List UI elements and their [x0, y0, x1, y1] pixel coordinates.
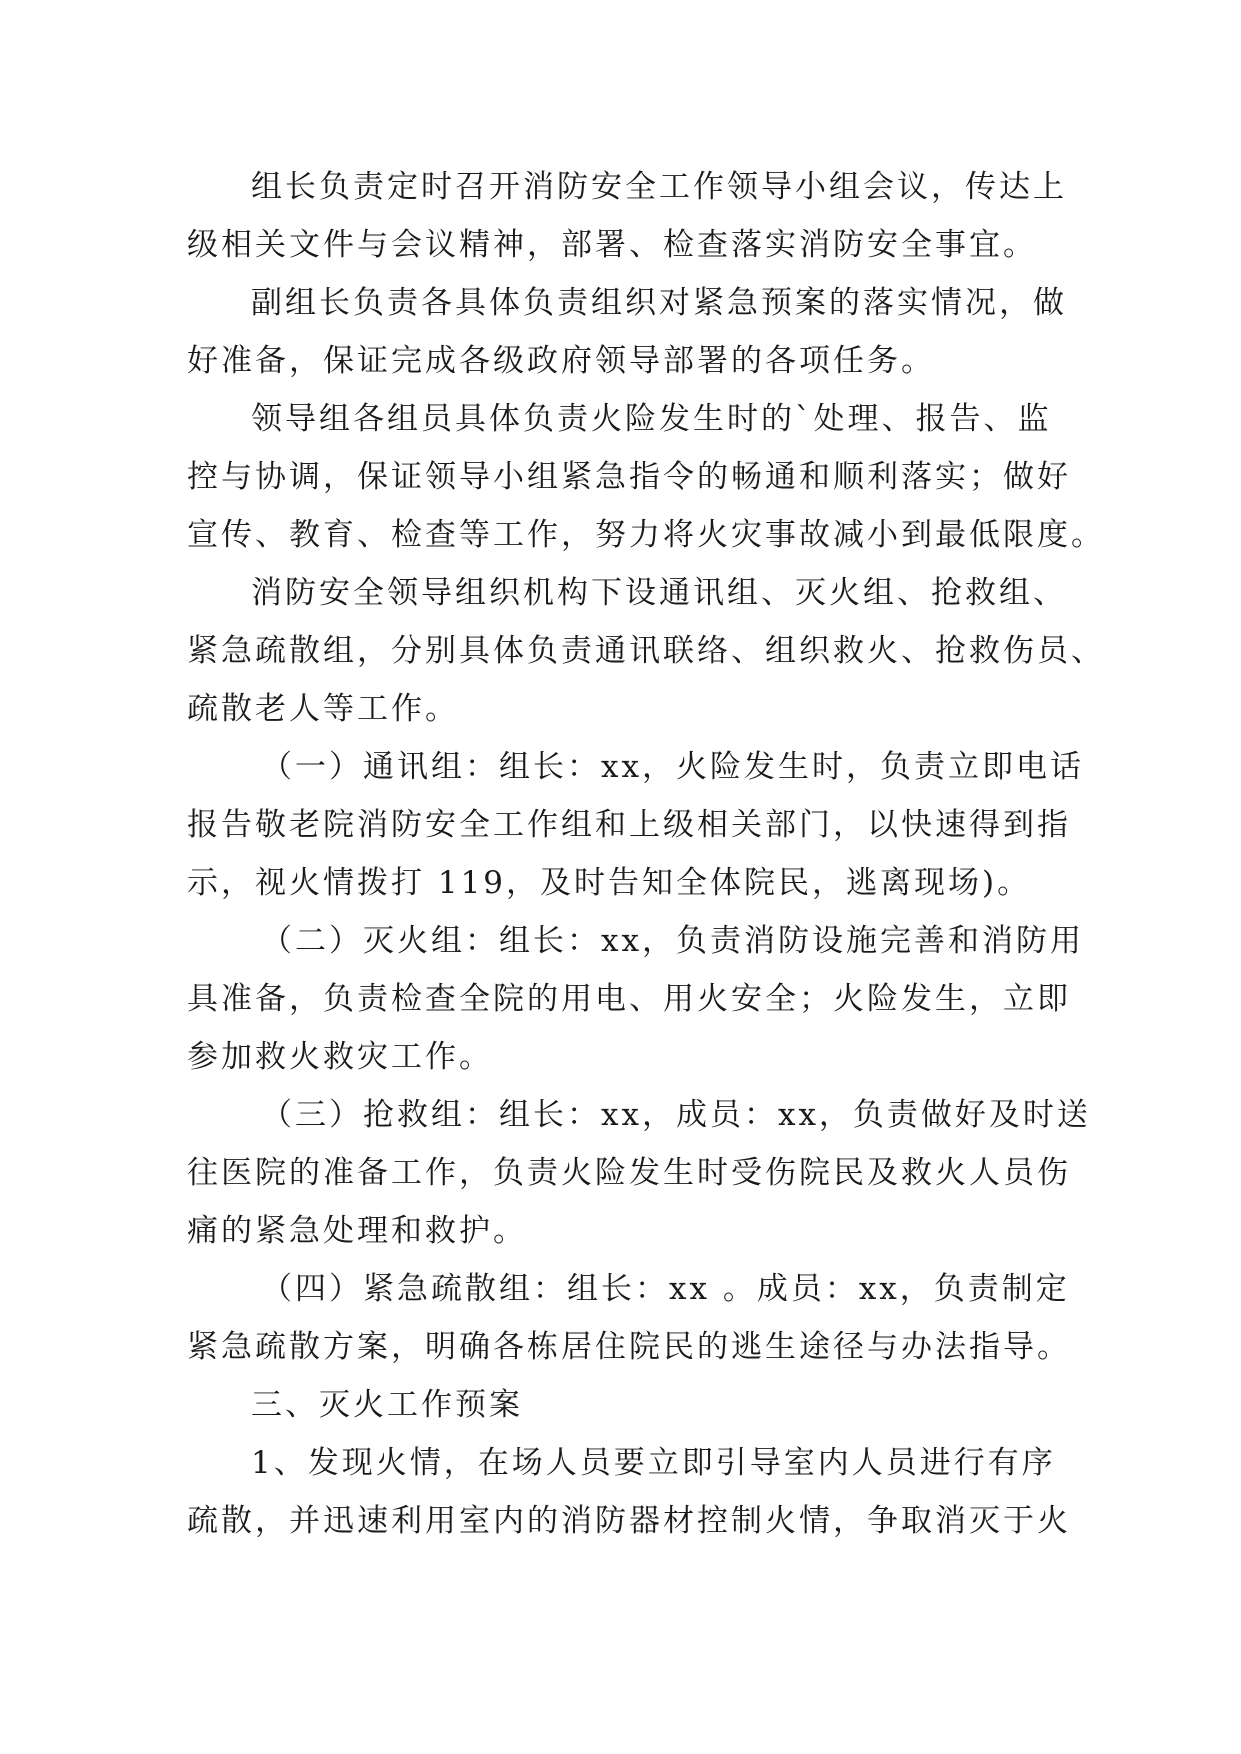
text-line: 宣传、教育、检查等工作，努力将火灾事故减小到最低限度。 — [187, 517, 1105, 553]
paragraph-group-firefighting — [187, 912, 1084, 1086]
text-line: 领导组各组员具体负责火险发生时的`处理、报告、监 — [251, 401, 1052, 437]
paragraph-group-rescue — [187, 1086, 1091, 1260]
text-line: 痛的紧急处理和救护。 — [187, 1213, 527, 1249]
text-line: 参加救火救灾工作。 — [187, 1039, 493, 1075]
text-line: 示，视火情拨打 119，及时告知全体院民，逃离现场)。 — [187, 865, 1032, 901]
text-line: 好准备，保证完成各级政府领导部署的各项任务。 — [187, 343, 935, 379]
text-line: （二）灭火组：组长：xx，负责消防设施完善和消防用 — [261, 923, 1084, 959]
text-line: 报告敬老院消防安全工作组和上级相关部门，以快速得到指 — [187, 807, 1071, 843]
text-line: 紧急疏散组，分别具体负责通讯联络、组织救火、抢救伤员、 — [187, 633, 1105, 669]
text-line: （一）通讯组：组长：xx，火险发生时，负责立即电话 — [261, 749, 1084, 785]
text-line: 紧急疏散方案，明确各栋居住院民的逃生途径与办法指导。 — [187, 1329, 1071, 1365]
document-body — [187, 158, 1105, 1550]
text-line: 1、发现火情，在场人员要立即引导室内人员进行有序 — [251, 1445, 1056, 1481]
text-line: 疏散，并迅速利用室内的消防器材控制火情，争取消灭于火 — [187, 1503, 1071, 1539]
text-line: 副组长负责各具体负责组织对紧急预案的落实情况，做 — [251, 285, 1067, 321]
text-line: （三）抢救组：组长：xx，成员：xx，负责做好及时送 — [261, 1097, 1091, 1133]
paragraph — [187, 1434, 1071, 1550]
text-line: 控与协调，保证领导小组紧急指令的畅通和顺利落实；做好 — [187, 459, 1071, 495]
text-line: 消防安全领导组织机构下设通讯组、灭火组、抢救组、 — [251, 575, 1067, 611]
text-line: （四）紧急疏散组：组长：xx 。成员：xx，负责制定 — [261, 1271, 1070, 1307]
text-line: 疏散老人等工作。 — [187, 691, 459, 727]
section-title: 三、灭火工作预案 — [251, 1387, 523, 1423]
paragraph-group-evacuation — [187, 1260, 1071, 1376]
text-line: 往医院的准备工作，负责火险发生时受伤院民及救火人员伤 — [187, 1155, 1071, 1191]
text-line: 具准备，负责检查全院的用电、用火安全；火险发生，立即 — [187, 981, 1071, 1017]
paragraph-group-communication — [187, 738, 1084, 912]
text-line: 级相关文件与会议精神，部署、检查落实消防安全事宜。 — [187, 227, 1037, 263]
paragraph — [187, 564, 1105, 738]
paragraph — [187, 390, 1105, 564]
section-heading — [187, 1376, 1067, 1434]
paragraph — [187, 274, 1067, 390]
paragraph — [187, 158, 1067, 274]
text-line: 组长负责定时召开消防安全工作领导小组会议，传达上 — [251, 169, 1067, 205]
